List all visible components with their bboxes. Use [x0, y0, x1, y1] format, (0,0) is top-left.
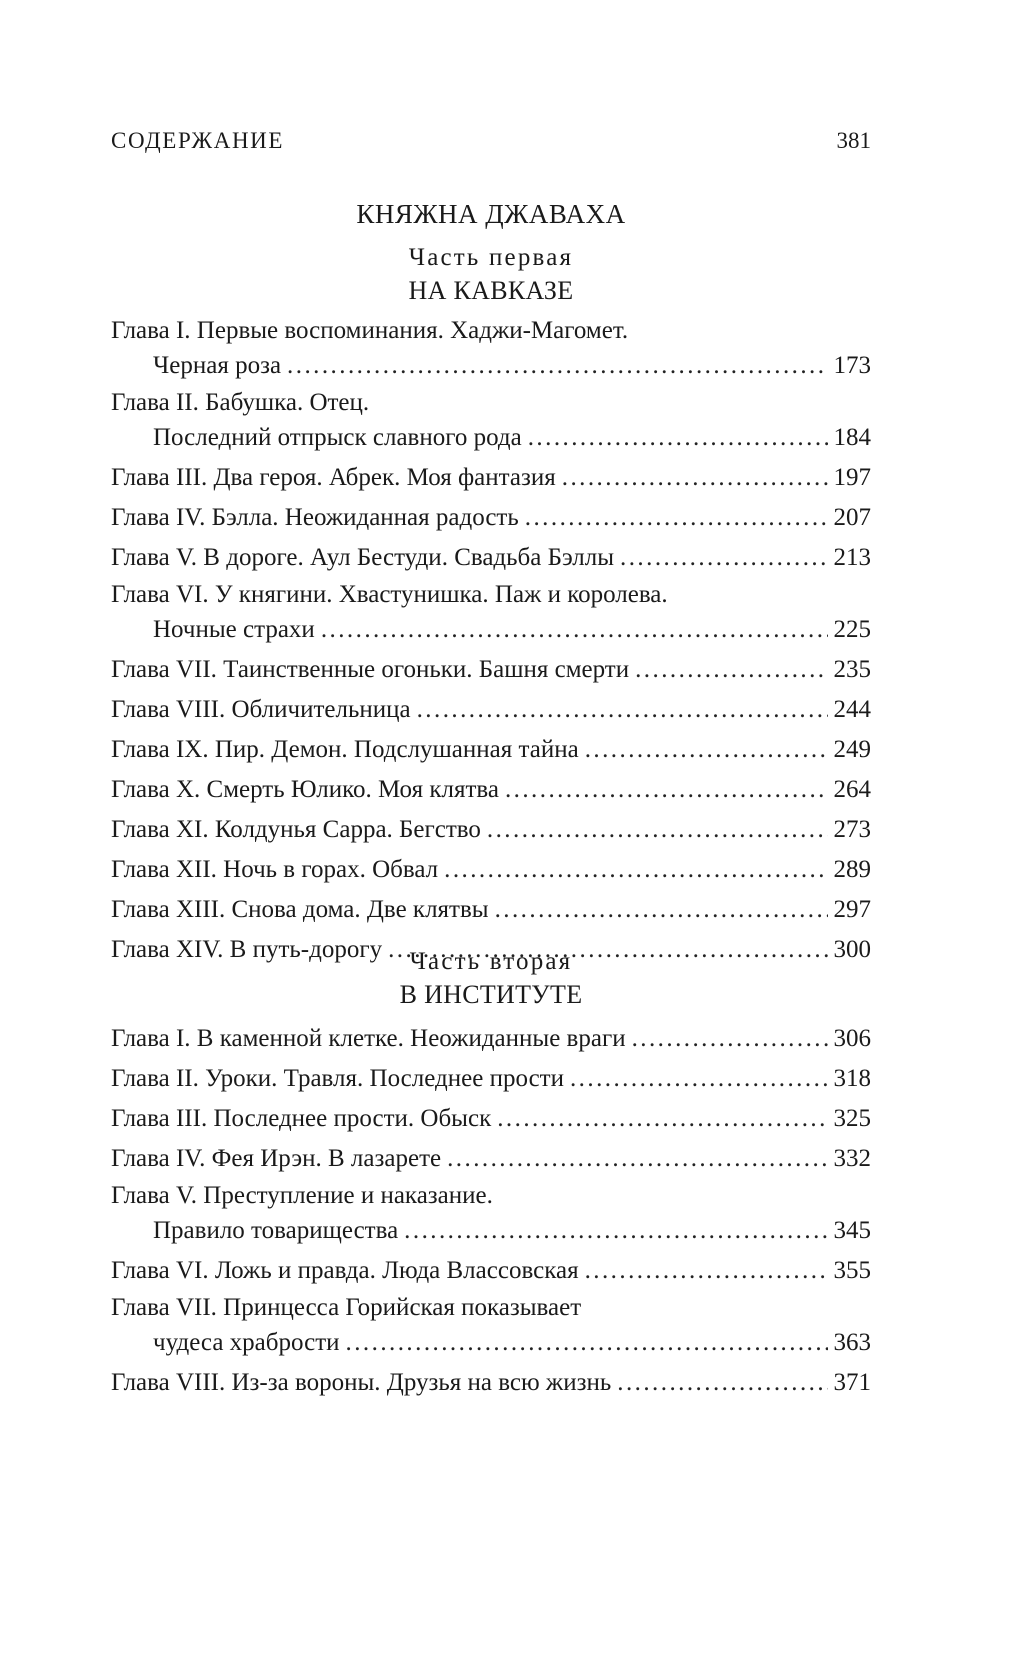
chapter-title-continuation: чудеса храбрости — [153, 1329, 340, 1356]
dot-leader — [635, 650, 827, 690]
dot-leader — [617, 1363, 827, 1403]
dot-leader — [570, 1059, 828, 1099]
chapter-title: Глава V. Преступление и наказание. — [111, 1182, 493, 1209]
toc-entry — [111, 458, 871, 498]
toc-entry — [111, 498, 871, 538]
chapter-page-number: 235 — [833, 656, 871, 683]
toc-section — [111, 314, 871, 970]
dot-leader — [528, 418, 828, 458]
toc-entry — [111, 1139, 871, 1179]
chapter-title: Глава II. Уроки. Травля. Последнее прости — [111, 1065, 564, 1092]
chapter-page-number: 249 — [833, 736, 871, 763]
chapter-title: Глава VI. Ложь и правда. Люда Влассовская — [111, 1257, 579, 1284]
chapter-page-number: 332 — [833, 1145, 871, 1172]
toc-entry — [111, 578, 871, 650]
toc-entry — [111, 386, 871, 458]
chapter-title: Глава VIII. Обличительница — [111, 696, 411, 723]
chapter-page-number: 264 — [833, 776, 871, 803]
toc-section — [111, 1019, 871, 1403]
chapter-page-number: 363 — [833, 1329, 871, 1356]
chapter-page-number: 197 — [833, 464, 871, 491]
chapter-page-number: 306 — [833, 1025, 871, 1052]
book-page — [111, 0, 871, 1654]
work-title: КНЯЖНА ДЖАВАХА — [356, 199, 626, 229]
dot-leader — [562, 458, 828, 498]
chapter-title: Глава IX. Пир. Демон. Подслушанная тайна — [111, 736, 579, 763]
chapter-page-number: 289 — [833, 856, 871, 883]
chapter-page-number: 184 — [833, 424, 871, 451]
toc-entry — [111, 1099, 871, 1139]
chapter-title: Глава I. В каменной клетке. Неожиданные враги — [111, 1025, 626, 1052]
toc-entry — [111, 1291, 871, 1363]
dot-leader — [632, 1019, 828, 1059]
toc-entry — [111, 538, 871, 578]
toc-entry — [111, 810, 871, 850]
chapter-title-continuation: Ночные страхи — [153, 616, 315, 643]
chapter-title: Глава XII. Ночь в горах. Обвал — [111, 856, 439, 883]
chapter-title: Глава III. Последнее прости. Обыск — [111, 1105, 492, 1132]
chapter-page-number: 318 — [833, 1065, 871, 1092]
chapter-title: Глава IV. Бэлла. Неожиданная радость — [111, 504, 519, 531]
chapter-title: Глава XIII. Снова дома. Две клятвы — [111, 896, 489, 923]
toc-entry — [111, 1363, 871, 1403]
chapter-title: Глава VII. Таинственные огоньки. Башня смерти — [111, 656, 630, 683]
chapter-page-number: 273 — [833, 816, 871, 843]
part-label: Часть вторая — [409, 948, 573, 975]
chapter-page-number: 173 — [833, 352, 871, 379]
chapter-page-number: 297 — [833, 896, 871, 923]
dot-leader — [321, 610, 828, 650]
chapter-title-continuation: Правило товарищества — [153, 1217, 399, 1244]
dot-leader — [487, 810, 828, 850]
chapter-title: Глава I. Первые воспоминания. Хаджи-Магомет. — [111, 317, 629, 344]
chapter-page-number: 300 — [833, 936, 871, 963]
dot-leader — [346, 1323, 828, 1363]
toc-entry — [111, 1251, 871, 1291]
chapter-page-number: 355 — [833, 1257, 871, 1284]
dot-leader — [417, 690, 828, 730]
chapter-title: Глава XI. Колдунья Сарра. Бегство — [111, 816, 481, 843]
dot-leader — [287, 346, 827, 386]
dot-leader — [444, 850, 827, 890]
dot-leader — [505, 770, 828, 810]
toc-entry — [111, 314, 871, 386]
toc-entry — [111, 890, 871, 930]
chapter-title-continuation: Последний отпрыск славного рода — [153, 424, 522, 451]
chapter-title: Глава VII. Принцесса Горийская показывает — [111, 1294, 582, 1321]
toc-entry — [111, 1019, 871, 1059]
running-header — [111, 128, 871, 158]
chapter-title-continuation: Черная роза — [153, 352, 282, 379]
chapter-title: Глава XIV. В путь-дорогу — [111, 936, 383, 963]
chapter-page-number: 325 — [833, 1105, 871, 1132]
chapter-title: Глава V. В дороге. Аул Бестуди. Свадьба Бэллы — [111, 544, 615, 571]
part-label: Часть первая — [408, 244, 574, 271]
chapter-page-number: 345 — [833, 1217, 871, 1244]
toc-entry — [111, 1179, 871, 1251]
chapter-title: Глава VI. У княгини. Хвастунишка. Паж и королева. — [111, 581, 668, 608]
chapter-title: Глава VIII. Из-за вороны. Друзья на всю жизнь — [111, 1369, 612, 1396]
chapter-title: Глава II. Бабушка. Отец. — [111, 389, 370, 416]
dot-leader — [585, 730, 828, 770]
dot-leader — [497, 1099, 827, 1139]
toc-entry — [111, 690, 871, 730]
page-number: 381 — [836, 128, 871, 153]
toc-entry — [111, 770, 871, 810]
chapter-title: Глава X. Смерть Юлико. Моя клятва — [111, 776, 499, 803]
toc-entry — [111, 650, 871, 690]
chapter-page-number: 207 — [833, 504, 871, 531]
dot-leader — [447, 1139, 827, 1179]
chapter-page-number: 244 — [833, 696, 871, 723]
chapter-page-number: 371 — [833, 1369, 871, 1396]
chapter-page-number: 213 — [833, 544, 871, 571]
chapter-title: Глава IV. Фея Ирэн. В лазарете — [111, 1145, 442, 1172]
running-title: СОДЕРЖАНИЕ — [111, 128, 285, 153]
toc-entry — [111, 1059, 871, 1099]
dot-leader — [585, 1251, 828, 1291]
part-title: В ИНСТИТУТЕ — [399, 980, 583, 1009]
toc-entry — [111, 730, 871, 770]
dot-leader — [495, 890, 828, 930]
chapter-title: Глава III. Два героя. Абрек. Моя фантазия — [111, 464, 556, 491]
chapter-page-number: 225 — [833, 616, 871, 643]
toc-entry — [111, 850, 871, 890]
dot-leader — [404, 1211, 827, 1251]
part-title: НА КАВКАЗЕ — [408, 276, 574, 305]
dot-leader — [620, 538, 827, 578]
dot-leader — [525, 498, 828, 538]
